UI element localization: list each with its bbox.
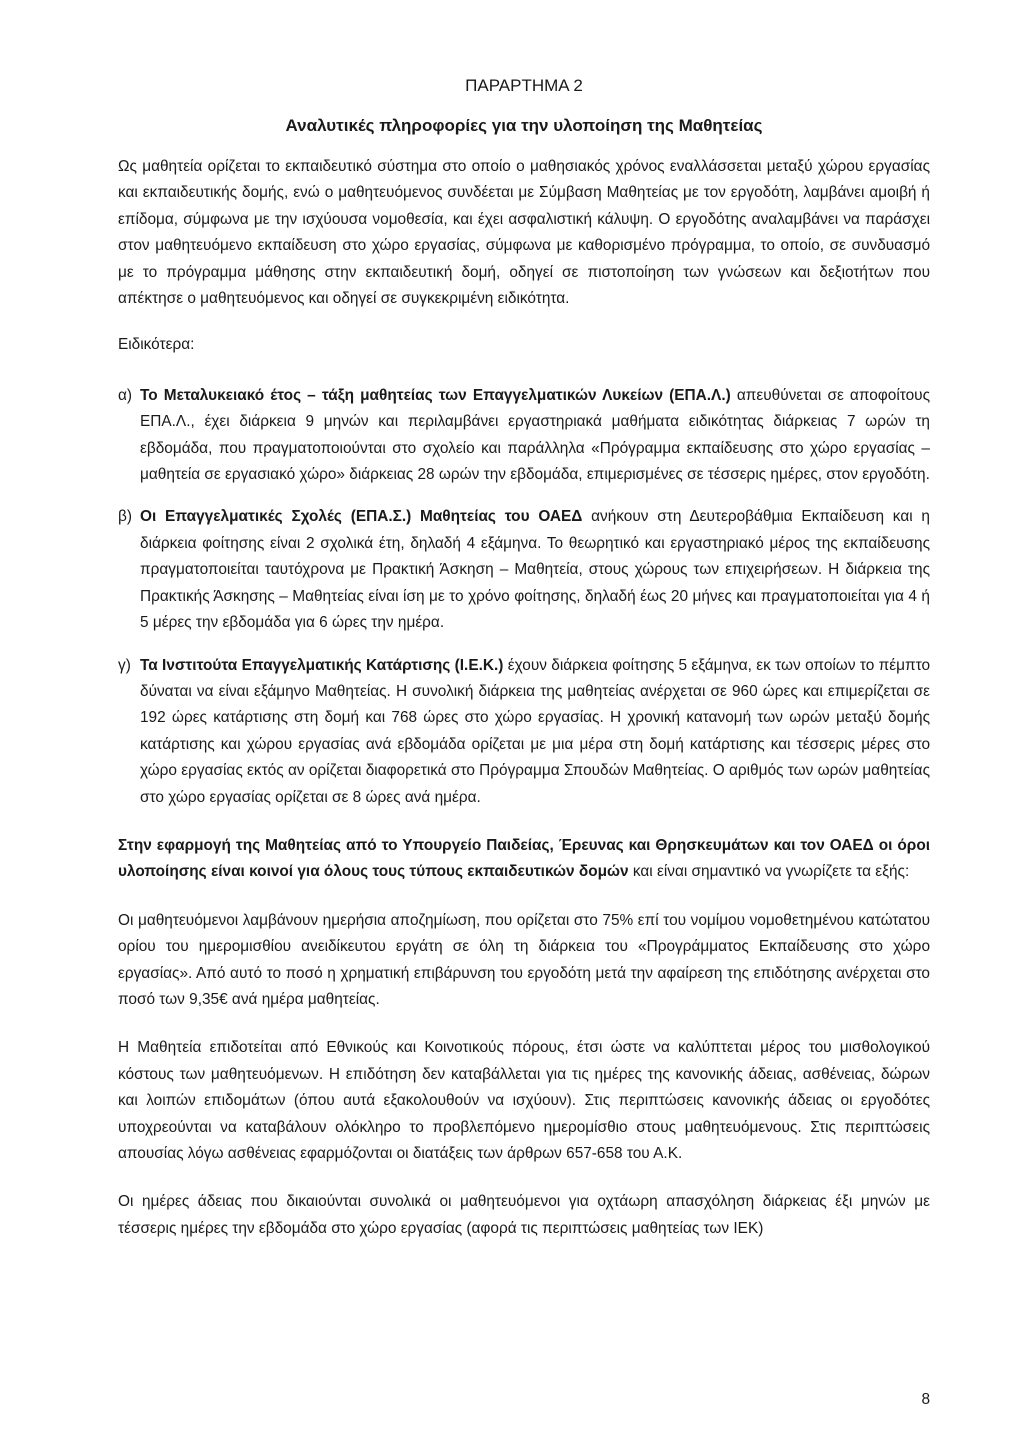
leave-paragraph: Οι ημέρες άδειας που δικαιούνται συνολικά οι μαθητευόμενοι για οχτάωρη απασχόληση διάρκειας έξι μηνών με τέσσερις ημέρες την εβδομάδα στο χώρο εργασίας (αφορά τις περιπτώσεις μαθητείας των ΙΕΚ) — [118, 1193, 930, 1237]
list-item-text — [140, 504, 930, 636]
list-item-text — [140, 653, 930, 811]
intro-paragraph: Ως μαθητεία ορίζεται το εκπαιδευτικό σύστημα στο οποίο ο μαθησιακός χρόνος εναλλάσσεται μεταξύ χώρου εργασίας και εκπαιδευτικής δομής, ενώ ο μαθητευόμενος συνδέεται με Σύμβαση Μαθητείας με τον εργοδότη, λαμβάνει αμοιβή ή επίδομα, σύμφωνα με την ισχύουσα νομοθεσία, και έχει ασφαλιστική κάλυψη. Ο εργοδότης αναλαμβάνει να παράσχει στον μαθητευόμενο εκπαίδευση στο χώρο εργασίας, σύμφωνα με καθορισμένο πρόγραμμα, το οποίο, σε συνδυασμό με το πρόγραμμα μάθησης στην εκπαιδευτική δομή, οδηγεί σε πιστοποίηση των γνώσεων και δεξιοτήτων που απέκτησε ο μαθητευόμενος και οδηγεί σε συγκεκριμένη ειδικότητα. — [118, 158, 930, 308]
list-item-text — [140, 383, 930, 489]
document-body — [118, 76, 930, 1242]
specifically-label: Ειδικότερα: — [118, 336, 195, 354]
list-item-body: απευθύνεται σε αποφοίτους ΕΠΑ.Λ., έχει διάρκεια 9 μηνών και περιλαμβάνει εργαστηριακά μαθήματα ειδικότητας διάρκειας 7 ωρών τη εβδομάδα, που πραγματοποιούνται στο σχολείο και παράλληλα «Πρόγραμμα εκπαίδευσης στο χώρο εργασίας – μαθητεία σε εργασιακό χώρο» διάρκειας 28 ωρών την εβδομάδα, επιμερισμένες σε τέσσερις ημέρες, στον εργοδότη. — [140, 386, 930, 484]
list-item-body: ανήκουν στη Δευτεροβάθμια Εκπαίδευση και η διάρκεια φοίτησης είναι 2 σχολικά έτη, δηλαδή 4 εξάμηνα. Το θεωρητικό και εργαστηριακό μέρος της εκπαίδευσης πραγματοποιείται ταυτόχρονα με Πρακτική Άσκηση – Μαθητεία, στους χώρους των επιχειρήσεων. Η διάρκεια της Πρακτικής Άσκησης – Μαθητείας είναι ίση με το χρόνο φοίτησης, δηλαδή έως 20 μήνες και πραγματοποιείται για 4 ή 5 μέρες την εβδομάδα για 6 ώρες την ημέρα. — [140, 508, 930, 632]
list-item-c — [118, 653, 930, 811]
allowance-paragraph: Οι μαθητευόμενοι λαμβάνουν ημερήσια αποζημίωση, που ορίζεται στο 75% επί του νομίμου νομοθετημένου κατώτατου ορίου του ημερομισθίου ανειδίκευτου εργάτη σε όλη τη διάρκεια του «Προγράμματος Εκπαίδευσης στο χώρο εργασίας». Από αυτό το ποσό η χρηματική επιβάρυνση του εργοδότη μετά την αφαίρεση της επιδότησης ανέρχεται στο ποσό των 9,35€ ανά ημέρα μαθητείας. — [118, 911, 930, 1008]
list-marker: β) — [118, 508, 132, 526]
document-subtitle: Αναλυτικές πληροφορίες για την υλοποίηση της Μαθητείας — [285, 116, 763, 135]
common-terms-body: και είναι σημαντικό να γνωρίζετε τα εξής: — [628, 863, 910, 881]
common-terms-paragraph — [118, 833, 930, 886]
list-marker: α) — [118, 386, 133, 404]
list-item-bold: Οι Επαγγελματικές Σχολές (ΕΠΑ.Σ.) Μαθητείας του ΟΑΕΔ — [140, 508, 583, 526]
list-item-b — [118, 504, 930, 636]
list-marker: γ) — [118, 656, 131, 674]
list-item-body: έχουν διάρκεια φοίτησης 5 εξάμηνα, εκ των οποίων το πέμπτο δύναται να είναι εξάμηνο Μαθητείας. Η συνολική διάρκεια της μαθητείας ανέρχεται σε 960 ώρες και επιμερίζεται σε 192 ώρες κατάρτισης στη δομή και 768 ώρες στο χώρο εργασίας. Η χρονική κατανομή των ωρών μεταξύ δομής κατάρτισης και χώρου εργασίας ανά εβδομάδα ορίζεται με μια μέρα στη δομή κατάρτισης και τέσσερις μέρες στο χώρο εργασίας εκτός αν ορίζεται διαφορετικά στο Πρόγραμμα Σπουδών Μαθητείας. Ο αριθμός των ωρών μαθητείας στο χώρο εργασίας ορίζεται σε 8 ώρες ανά ημέρα. — [140, 656, 931, 806]
list-item-bold: Τα Ινστιτούτα Επαγγελματικής Κατάρτισης (Ι.Ε.Κ.) — [140, 656, 504, 674]
page-number: 8 — [921, 1391, 930, 1408]
list-item-bold: Το Μεταλυκειακό έτος – τάξη μαθητείας των Επαγγελματικών Λυκείων (ΕΠΑ.Λ.) — [140, 386, 731, 404]
appendix-title: ΠΑΡΑΡΤΗΜΑ 2 — [465, 76, 583, 95]
list-item-a — [118, 383, 930, 489]
subsidy-paragraph: Η Μαθητεία επιδοτείται από Εθνικούς και Κοινοτικούς πόρους, έτσι ώστε να καλύπτεται μέρος του μισθολογικού κόστους των μαθητευόμενων. Η επιδότηση δεν καταβάλλεται για τις ημέρες της κανονικής άδειας, ασθένειας, δώρων και λοιπών επιδομάτων (όπου αυτά εξακολουθούν να ισχύουν). Στις περιπτώσεις κανονικής άδειας οι εργοδότες υποχρεούνται να καταβάλουν ολόκληρο το προβλεπόμενο ημερομίσθιο στους μαθητευόμενους. Στις περιπτώσεις απουσίας λόγω ασθένειας εφαρμόζονται οι διατάξεις των άρθρων 657-658 του Α.Κ. — [118, 1039, 930, 1162]
common-terms-bold: Στην εφαρμογή της Μαθητείας από το Υπουργείο Παιδείας, Έρευνας και Θρησκευμάτων και τον ΟΑΕΔ οι όροι υλοποίησης είναι κοινοί για όλους τους τύπους εκπαιδευτικών δομών — [118, 836, 930, 881]
